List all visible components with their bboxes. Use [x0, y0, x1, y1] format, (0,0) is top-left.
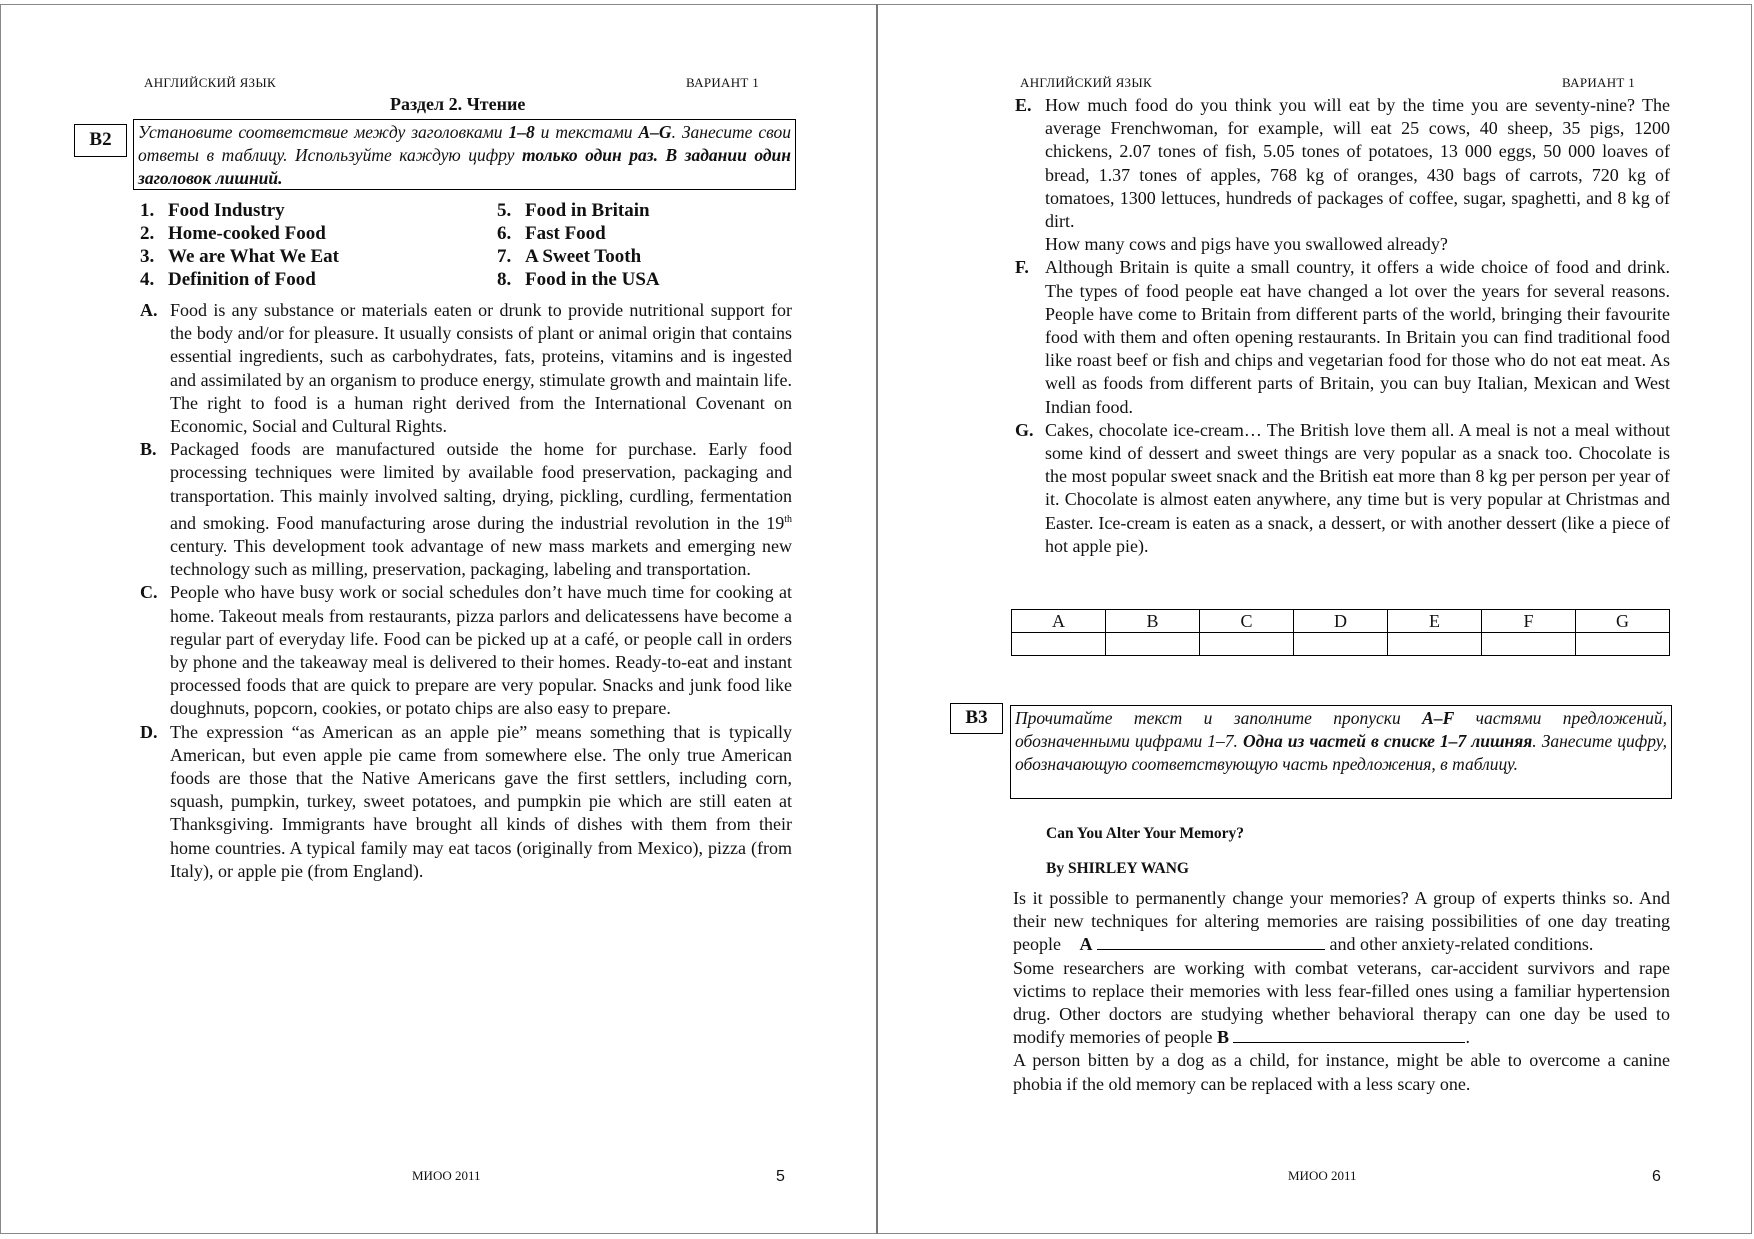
- headings-column-left: [140, 199, 440, 291]
- heading-item: [497, 199, 797, 222]
- answer-header-cell: F: [1482, 610, 1576, 633]
- heading-item: [140, 245, 440, 268]
- answer-header-cell: E: [1388, 610, 1482, 633]
- page-number: 5: [776, 1168, 785, 1185]
- text-letter: C.: [140, 582, 158, 603]
- texts-a-d: [140, 299, 792, 883]
- heading-item: [497, 245, 797, 268]
- task-code-b2: B2: [74, 124, 127, 157]
- instruction-range: 1–8: [508, 122, 535, 142]
- heading-item: [140, 222, 440, 245]
- answer-input-cell[interactable]: [1200, 633, 1294, 656]
- answer-input-cell[interactable]: [1012, 633, 1106, 656]
- text-item-e: [1015, 94, 1670, 256]
- header-subject: АНГЛИЙСКИЙ ЯЗЫК: [144, 75, 276, 90]
- header-variant: ВАРИАНТ 1: [1562, 75, 1636, 90]
- text-body: How many cows and pigs have you swallowed already?: [1045, 234, 1448, 255]
- text-body: How much food do you think you will eat by the time you are seventy-nine? The average Frenchwoman, for example, will eat 25 cows, 40 sheep, 35 pigs, 1200 chickens, 2.07 tones of fish, 5.05 tones of potatoes, 13 000 eggs, 50 000 loaves of bread, 1.37 tones of apples, 768 kg of oranges, 430 bags of carrots, 720 kg of tomatoes, 1300 lettuces, hundreds of packages of coffee, sugar, spaghetti, and 8 kg of dirt.: [1045, 95, 1670, 232]
- superscript: th: [784, 513, 792, 525]
- header-subject: АНГЛИЙСКИЙ ЯЗЫК: [1020, 75, 1152, 90]
- heading-number: 6.: [497, 223, 512, 244]
- text-letter: D.: [140, 721, 158, 742]
- instruction-emphasis: Одна из частей в списке 1–7 лишняя: [1242, 731, 1533, 751]
- heading-label: Fast Food: [525, 223, 606, 244]
- paragraph-text: .: [1465, 1027, 1470, 1048]
- footer: МИОО 2011: [1288, 1168, 1357, 1183]
- section-title: Раздел 2. Чтение: [390, 94, 526, 114]
- answer-header-cell: C: [1200, 610, 1294, 633]
- heading-label: A Sweet Tooth: [525, 246, 642, 267]
- text-item-a: [140, 299, 792, 438]
- heading-number: 7.: [497, 246, 512, 267]
- text-letter: G.: [1015, 419, 1034, 440]
- task-b3-instruction: [1010, 705, 1672, 799]
- article-body: [1013, 887, 1670, 1096]
- text-body: Cakes, chocolate ice-cream… The British love them all. A meal is not a meal without some kind of dessert and sweet things are very popular as a snack too. Chocolate is the most popular sweet snack and the British eat more than 8 kg per person per year of it. Chocolate is almost eaten anywhere, any time but is very popular at Christmas and Easter. Ice-cream is eaten as a snack, a dessert, or with another dessert (like a piece of hot apple pie).: [1045, 419, 1670, 556]
- heading-number: 2.: [140, 223, 155, 244]
- heading-item: [497, 222, 797, 245]
- text-body: Packaged foods are manufactured outside the home for purchase. Early food processing techniques were limited by available food preservation, packaging and transportation. This mainly involved salting, drying, pickling, curdling, fermentation and smoking. Food manufacturing arose during the industrial revolution in the 19: [170, 439, 792, 533]
- text-body: Food is any substance or materials eaten or drunk to provide nutritional support for the body and/or for pleasure. It usually consists of plant or animal origin that contains essential ingredients, such as carbohydrates, fats, proteins, vitamins and is ingested and assimilated by an organism to produce energy, stimulate growth and maintain life. The right to food is a human right derived from the International Covenant on Economic, Social and Cultural Rights.: [170, 300, 792, 437]
- answer-input-cell[interactable]: [1294, 633, 1388, 656]
- text-body: Although Britain is quite a small country, it offers a wide choice of food and drink. The types of food people eat have changed a lot over the years for several reasons. People have come to Britain from different parts of the world, bringing their favourite food with them and often opening restaurants. In Britain you can find traditional food like roast beef or fish and chips and vegetarian food for those who do not eat meat. As well as foods from different parts of Britain, you can buy Italian, Mexican and West Indian food.: [1045, 257, 1670, 417]
- task-code-b3: B3: [950, 703, 1003, 734]
- answer-table-header-row: [1012, 610, 1670, 633]
- heading-label: Definition of Food: [168, 269, 316, 290]
- heading-item: [140, 199, 440, 222]
- article-paragraph: [1013, 887, 1670, 957]
- heading-number: 8.: [497, 269, 512, 290]
- heading-item: [497, 268, 797, 291]
- heading-number: 1.: [140, 200, 155, 221]
- task-b2-instruction: [133, 119, 796, 190]
- answer-header-cell: A: [1012, 610, 1106, 633]
- article-title: Can You Alter Your Memory?: [1046, 825, 1245, 842]
- answer-header-cell: B: [1106, 610, 1200, 633]
- answer-input-cell[interactable]: [1388, 633, 1482, 656]
- instruction-text: . Занесите свои ответы в таблицу. Используйте каждую цифру: [138, 122, 791, 165]
- footer: МИОО 2011: [412, 1168, 481, 1183]
- texts-e-g: [1015, 94, 1670, 558]
- text-item-d: [140, 721, 792, 883]
- headings-column-right: [497, 199, 797, 291]
- paragraph-text: and other anxiety-related conditions.: [1329, 934, 1594, 955]
- text-body: century. This development took advantage of new mass markets and emerging new technology such as milling, preservation, packaging, labeling and transportation.: [170, 536, 792, 580]
- instruction-emphasis: только один раз. В задании один заголовок лишний.: [138, 145, 791, 188]
- answer-header-cell: D: [1294, 610, 1388, 633]
- answer-header-cell: G: [1576, 610, 1670, 633]
- instruction-text: частями предложений, обозначенными цифрами: [1015, 708, 1668, 751]
- heading-label: Home-cooked Food: [168, 223, 326, 244]
- instruction-range: A–F: [1422, 708, 1455, 728]
- answer-input-cell[interactable]: [1576, 633, 1670, 656]
- heading-item: [140, 268, 440, 291]
- answer-input-cell[interactable]: [1482, 633, 1576, 656]
- instruction-text: . Занесите цифру, обозначающую соответствующую часть предложения, в таблицу.: [1015, 731, 1668, 774]
- gap-blank-a[interactable]: [1097, 933, 1325, 950]
- heading-label: We are What We Eat: [168, 246, 339, 267]
- answer-table-input-row: [1012, 633, 1670, 656]
- instruction-text: Установите соответствие между заголовками: [138, 122, 509, 142]
- heading-number: 3.: [140, 246, 155, 267]
- paragraph-text: Some researchers are working with combat veterans, car-accident survivors and rape victims to replace their memories with less fear-filled ones using a familiar hypertension drug. Other doctors are studying whether behavioral therapy can one day be used to modify memories of people: [1013, 957, 1670, 1048]
- answer-table: [1011, 609, 1670, 656]
- article-byline: By SHIRLEY WANG: [1046, 860, 1189, 877]
- text-item-f: [1015, 256, 1670, 418]
- heading-label: Food Industry: [168, 200, 285, 221]
- article-paragraph: A person bitten by a dog as a child, for instance, might be able to overcome a canine phobia if the old memory can be replaced with a less scary one.: [1013, 1050, 1670, 1094]
- gap-label-a: A: [1079, 934, 1093, 955]
- instruction-text: Прочитайте текст и заполните пропуски: [1015, 708, 1423, 728]
- instruction-text: .: [1233, 731, 1243, 751]
- instruction-range: A–G: [638, 122, 672, 142]
- heading-number: 5.: [497, 200, 512, 221]
- instruction-range: 1–7: [1207, 731, 1234, 751]
- text-body: The expression “as American as an apple pie” means something that is typically American, but even apple pie came from somewhere else. The only true American foods are those that the Native Americans gave the first settlers, including corn, squash, pumpkin, turkey, sweet potatoes, and pumpkin pie which are still eaten at Thanksgiving. Immigrants have brought all kinds of dishes with them from their home countries. A typical family may eat tacos (originally from Mexico), pizza (from Italy), or apple pie (from England).: [170, 721, 792, 881]
- text-letter: F.: [1015, 257, 1029, 278]
- left-page: [0, 0, 876, 1239]
- gap-blank-b[interactable]: [1233, 1026, 1465, 1043]
- heading-label: Food in the USA: [525, 269, 660, 290]
- page-number: 6: [1652, 1168, 1661, 1185]
- text-item-c: [140, 581, 792, 720]
- text-body: People who have busy work or social schedules don’t have much time for cooking at home. Takeout meals from restaurants, pizza parlors and delicatessens have become a regular part of everyday life. Food can be picked up at a café, or people call in orders by phone and the takeaway meal is delivered to their homes. Ready-to-eat and instant processed foods that are quick to prepare are very popular. Snacks and junk food like doughnuts, popcorn, cookies, or potato chips are also easy to prepare.: [170, 582, 792, 719]
- text-letter: E.: [1015, 95, 1032, 115]
- heading-label: Food in Britain: [525, 200, 650, 221]
- heading-number: 4.: [140, 269, 155, 290]
- text-letter: B.: [140, 439, 157, 460]
- text-item-b: [140, 438, 792, 581]
- header-variant: ВАРИАНТ 1: [686, 75, 760, 90]
- paragraph-text: Is it possible to permanently change your memories? A group of experts thinks so. And their new techniques for altering memories are raising possibilities of one day treating people: [1013, 888, 1670, 955]
- text-item-g: [1015, 419, 1670, 558]
- gap-label-b: B: [1216, 1027, 1229, 1048]
- instruction-text: и текстами: [534, 122, 639, 142]
- article-paragraph: [1013, 957, 1670, 1050]
- text-letter: A.: [140, 300, 158, 320]
- answer-input-cell[interactable]: [1106, 633, 1200, 656]
